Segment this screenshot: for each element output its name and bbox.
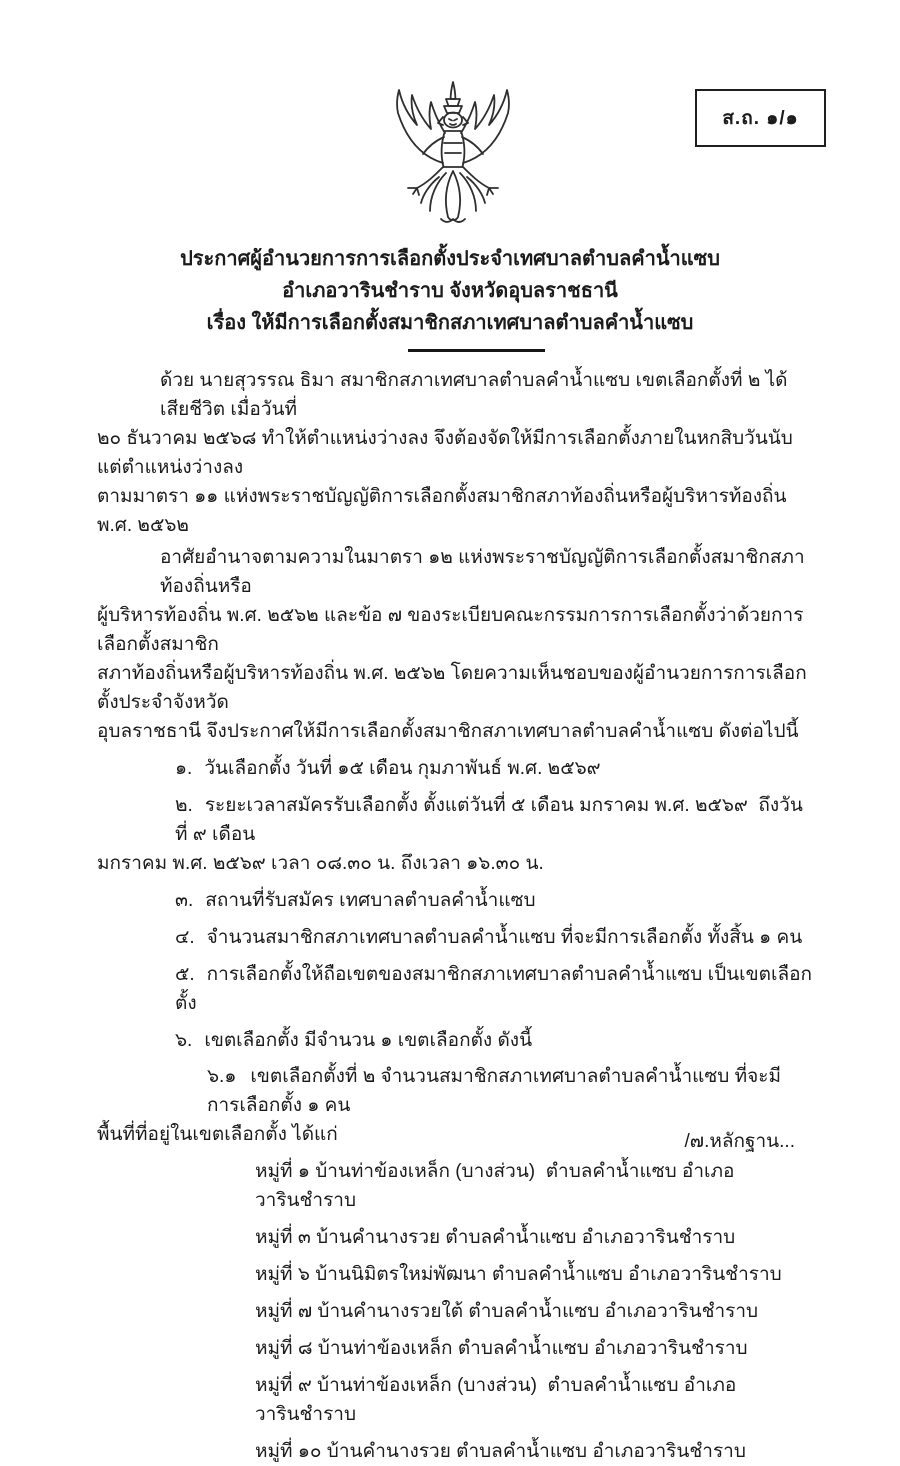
title-line-3: เรื่อง ให้มีการเลือกตั้งสมาชิกสภาเทศบาลตำบลคำน้ำแซบ <box>206 312 694 334</box>
paragraph-line: สภาท้องถิ่นหรือผู้บริหารท้องถิ่น พ.ศ. ๒๕๖๒ โดยความเห็นชอบของผู้อำนวยการการเลือกตั้งประจำจังหวัด <box>97 663 807 713</box>
item-text: เขตเลือกตั้ง มีจำนวน ๑ เขตเลือกตั้ง ดังนี้ <box>204 1030 533 1051</box>
paragraph-line: อาศัยอำนาจตามความในมาตรา ๑๒ แห่งพระราชบัญญัติการเลือกตั้งสมาชิกสภาท้องถิ่นหรือ <box>160 547 805 597</box>
village-list-item: หมู่ที่ ๗ บ้านคำนางรวยใต้ ตำบลคำน้ำแซบ อำเภอวารินชำราบ <box>255 1301 759 1322</box>
list-item-3 <box>97 886 813 915</box>
item-text-continuation: มกราคม พ.ศ. ๒๕๖๙ เวลา ๐๘.๓๐ น. ถึงเวลา ๑๖.๓๐ น. <box>97 853 544 874</box>
paragraph-line: ผู้บริหารท้องถิ่น พ.ศ. ๒๕๖๒ และข้อ ๗ ของระเบียบคณะกรรมการการเลือกตั้งว่าด้วยการเลือกตั้งสมาชิก <box>97 605 804 655</box>
item-number: ๖. <box>175 1030 193 1051</box>
item-number: ๑. <box>175 758 193 779</box>
item-text: สถานที่รับสมัคร เทศบาลตำบลคำน้ำแซบ <box>205 890 536 911</box>
item-text: จำนวนสมาชิกสภาเทศบาลตำบลคำน้ำแซบ ที่จะมีการเลือกตั้ง ทั้งสิ้น ๑ คน <box>206 927 803 948</box>
item-number: ๒. <box>175 795 193 816</box>
page-continuation-note: /๗.หลักฐาน... <box>684 1131 795 1152</box>
title-line-1: ประกาศผู้อำนวยการการเลือกตั้งประจำเทศบาลตำบลคำน้ำแซบ <box>180 248 720 270</box>
title-line-2: อำเภอวารินชำราบ จังหวัดอุบลราชธานี <box>282 280 618 302</box>
village-list-item: หมู่ที่ ๑ บ้านท่าข้องเหล็ก (บางส่วน) ตำบลคำน้ำแซบ อำเภอวารินชำราบ <box>255 1161 735 1211</box>
item-text: ระยะเวลาสมัครรับเลือกตั้ง ตั้งแต่วันที่ ๕ เดือน มกราคม พ.ศ. ๒๕๖๙ ถึงวันที่ ๙ เดือน <box>175 795 803 845</box>
form-code-box <box>695 89 826 147</box>
village-list-item: หมู่ที่ ๑๐ บ้านคำนางรวย ตำบลคำน้ำแซบ อำเภอวารินชำราบ <box>255 1441 746 1462</box>
item-text: วันเลือกตั้ง วันที่ ๑๕ เดือน กุมภาพันธ์ พ.ศ. ๒๕๖๙ <box>204 758 601 779</box>
item-number: ๓. <box>175 890 194 911</box>
item-number: ๔. <box>175 927 195 948</box>
item-text: การเลือกตั้งให้ถือเขตของสมาชิกสภาเทศบาลตำบลคำน้ำแซบ เป็นเขตเลือกตั้ง <box>175 964 813 1014</box>
document-body <box>97 366 813 1466</box>
item-number: ๕. <box>175 964 195 985</box>
village-list-item: หมู่ที่ ๙ บ้านท่าข้องเหล็ก (บางส่วน) ตำบลคำน้ำแซบ อำเภอวารินชำราบ <box>255 1375 737 1425</box>
village-list-item: หมู่ที่ ๘ บ้านท่าข้องเหล็ก ตำบลคำน้ำแซบ อำเภอวารินชำราบ <box>255 1338 748 1359</box>
village-list-item: หมู่ที่ ๖ บ้านนิมิตรใหม่พัฒนา ตำบลคำน้ำแซบ อำเภอวารินชำราบ <box>255 1264 782 1285</box>
list-item-1 <box>97 754 813 783</box>
list-item-2 <box>97 791 813 878</box>
form-code-text: ส.ถ. ๑/๑ <box>722 108 799 129</box>
item-text: เขตเลือกตั้งที่ ๒ จำนวนสมาชิกสภาเทศบาลตำบลคำน้ำแซบ ที่จะมีการเลือกตั้ง ๑ คน <box>207 1066 781 1116</box>
list-item-5 <box>97 960 813 1018</box>
garuda-emblem-icon <box>383 79 523 231</box>
list-item-6 <box>97 1026 813 1055</box>
paragraph-1 <box>97 366 813 540</box>
title-divider-rule <box>408 349 545 352</box>
item-text-continuation: พื้นที่ที่อยู่ในเขตเลือกตั้ง ได้แก่ <box>97 1124 338 1145</box>
paragraph-line: ด้วย นายสุวรรณ ธิมา สมาชิกสภาเทศบาลตำบลคำน้ำแซบ เขตเลือกตั้งที่ ๒ ได้เสียชีวิต เมื่อวันที่ <box>160 370 788 420</box>
paragraph-line: ตามมาตรา ๑๑ แห่งพระราชบัญญัติการเลือกตั้งสมาชิกสภาท้องถิ่นหรือผู้บริหารท้องถิ่น พ.ศ. ๒๕๖๒ <box>97 486 792 536</box>
paragraph-line: อุบลราชธานี จึงประกาศให้มีการเลือกตั้งสมาชิกสภาเทศบาลตำบลคำน้ำแซบ ดังต่อไปนี้ <box>97 721 799 742</box>
paragraph-line: ๒๐ ธันวาคม ๒๕๖๘ ทำให้ตำแหน่งว่างลง จึงต้องจัดให้มีการเลือกตั้งภายในหกสิบวันนับแต่ตำแหน่งว่างลง <box>97 428 793 478</box>
list-item-4 <box>97 923 813 952</box>
village-list-item: หมู่ที่ ๓ บ้านคำนางรวย ตำบลคำน้ำแซบ อำเภอวารินชำราบ <box>255 1227 736 1248</box>
item-number: ๖.๑ <box>207 1066 237 1087</box>
document-title <box>0 243 900 339</box>
paragraph-2 <box>97 543 813 746</box>
